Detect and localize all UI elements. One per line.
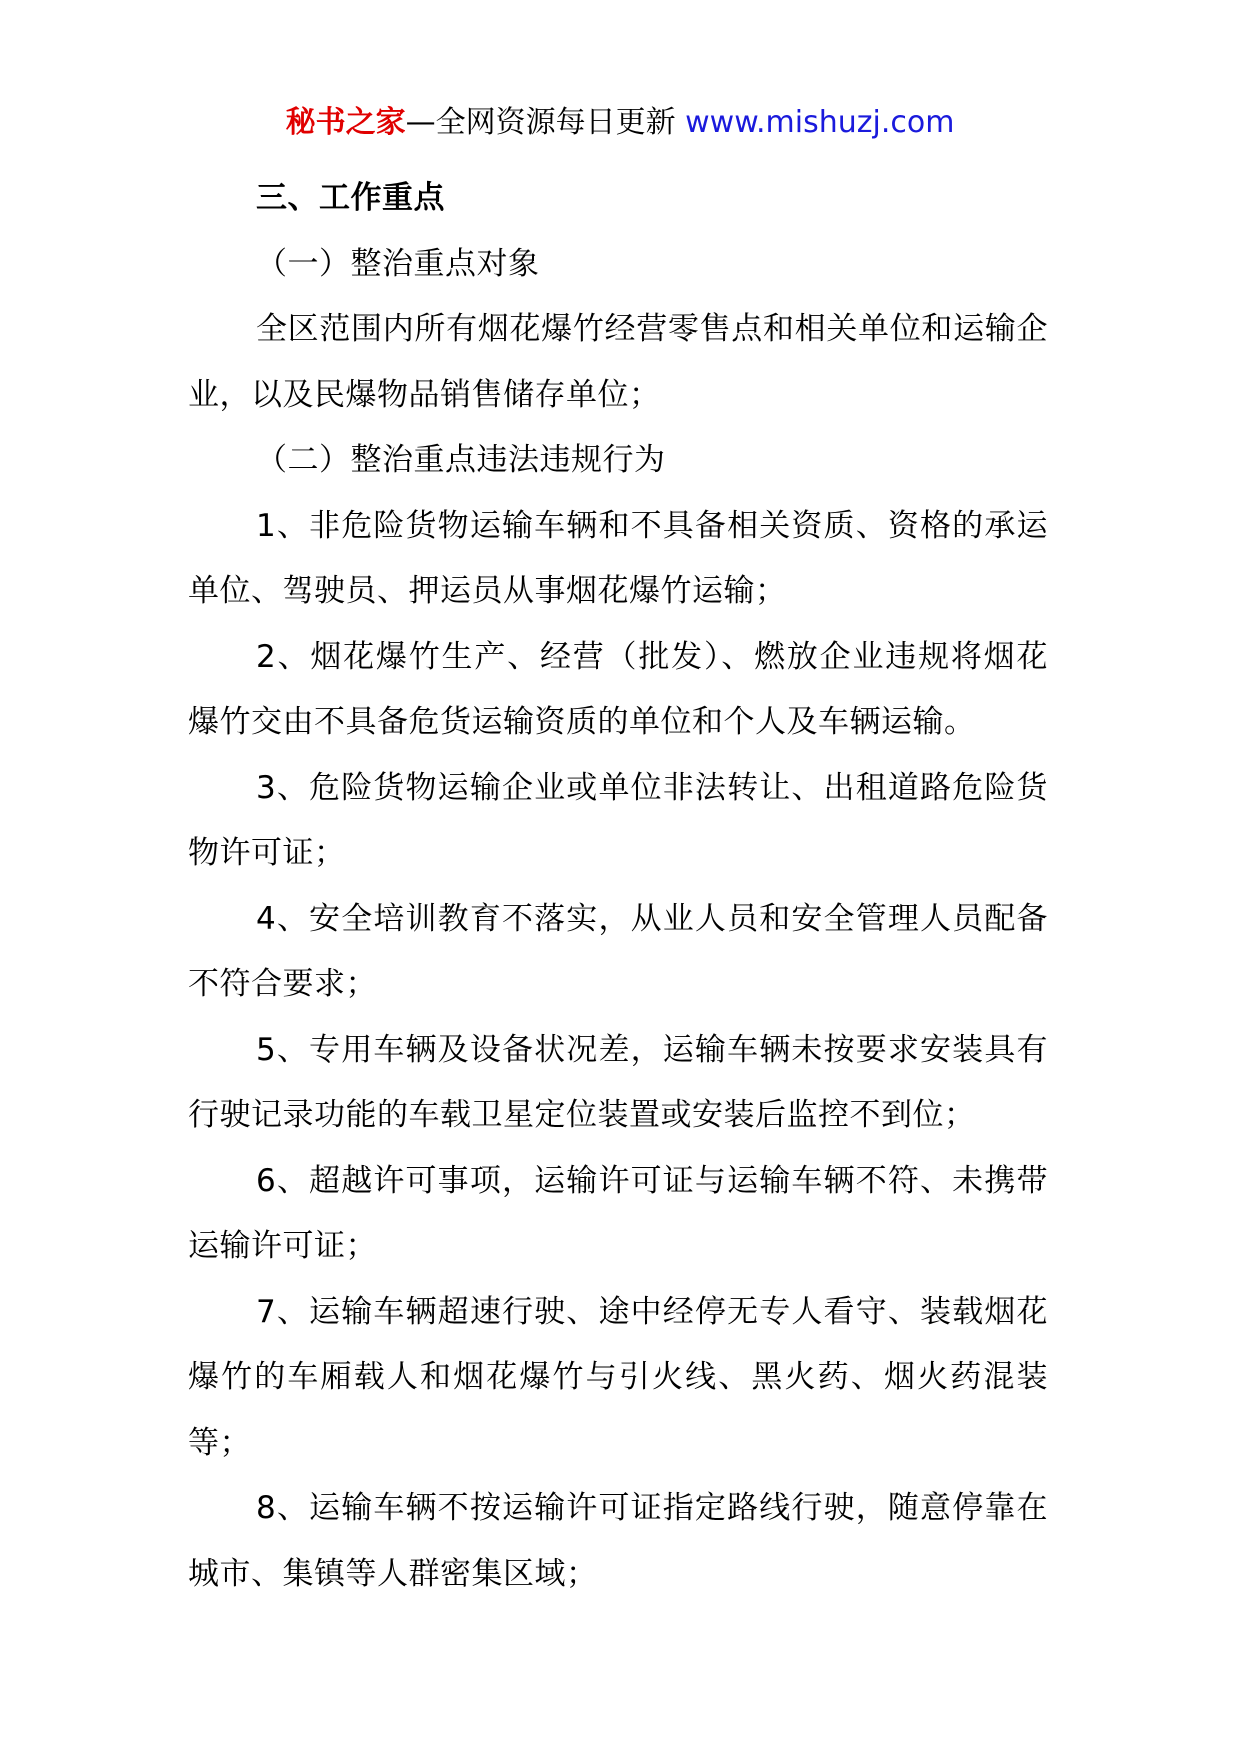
list-item: 8、运输车辆不按运输许可证指定路线行驶，随意停靠在城市、集镇等人群密集区域；: [188, 1490, 1048, 1592]
page-header: [0, 98, 1240, 148]
list-item: 4、安全培训教育不落实，从业人员和安全管理人员配备不符合要求；: [188, 900, 1048, 1002]
list-item: 5、专用车辆及设备状况差，运输车辆未按要求安装具有行驶记录功能的车载卫星定位装置或安装后监控不到位；: [188, 1031, 1048, 1133]
section-title: 三、工作重点: [256, 180, 445, 216]
website-link[interactable]: www.mishuzj.com: [685, 105, 955, 140]
list-item: 3、危险货物运输企业或单位非法转让、出租道路危险货物许可证；: [188, 769, 1048, 871]
list-item: 2、烟花爆竹生产、经营（批发）、燃放企业违规将烟花爆竹交由不具备危货运输资质的单位和个人及车辆运输。: [188, 638, 1048, 740]
document-body: [188, 166, 1048, 1607]
subsection-title-targets: （一）整治重点对象: [256, 245, 540, 282]
subsection-title-violations: （二）整治重点违法违规行为: [256, 442, 666, 478]
list-item: 1、非危险货物运输车辆和不具备相关资质、资格的承运单位、驾驶员、押运员从事烟花爆竹运输；: [188, 507, 1048, 609]
brand-name: 秘书之家: [285, 105, 406, 140]
list-item: 6、超越许可事项，运输许可证与运输车辆不符、未携带运输许可证；: [188, 1162, 1048, 1264]
targets-paragraph: 全区范围内所有烟花爆竹经营零售点和相关单位和运输企业，以及民爆物品销售储存单位；: [188, 311, 1048, 413]
header-tagline: —全网资源每日更新: [405, 105, 676, 140]
list-item: 7、运输车辆超速行驶、途中经停无专人看守、装载烟花爆竹的车厢载人和烟花爆竹与引火线、黑火药、烟火药混装等；: [188, 1293, 1048, 1461]
